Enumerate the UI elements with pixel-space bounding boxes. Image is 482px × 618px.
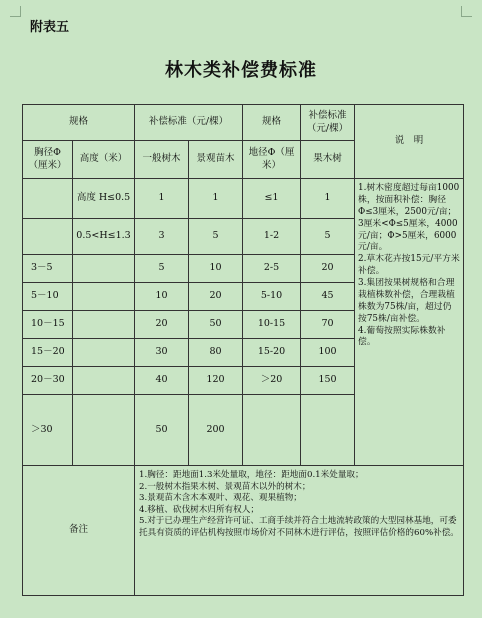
cell-height	[73, 395, 135, 466]
cell-ground-diameter: ≤1	[243, 179, 301, 219]
header-spec: 规格	[23, 105, 135, 141]
cell-ground-diameter	[243, 395, 301, 466]
cell-dbh: ＞30	[23, 395, 73, 466]
notes-cell	[135, 466, 464, 596]
compensation-table	[22, 104, 464, 596]
cell-fruit: 1	[301, 179, 355, 219]
header-compensation: 补偿标准（元/棵）	[135, 105, 243, 141]
header-description: 说 明	[355, 105, 464, 179]
cell-dbh: 3－5	[23, 255, 73, 283]
cell-landscape: 10	[189, 255, 243, 283]
cell-dbh: 15－20	[23, 339, 73, 367]
header-general-tree: 一般树木	[135, 141, 189, 179]
description-item: 4.葡萄按照实际株数补偿。	[358, 325, 446, 348]
cell-fruit: 70	[301, 311, 355, 339]
cell-dbh	[23, 179, 73, 219]
notes-label: 备注	[23, 466, 135, 596]
cell-landscape: 120	[189, 367, 243, 395]
cell-general: 40	[135, 367, 189, 395]
cell-landscape: 200	[189, 395, 243, 466]
page-title: 林木类补偿费标准	[165, 60, 317, 81]
cell-dbh: 20－30	[23, 367, 73, 395]
margin-corner-mark	[10, 6, 21, 17]
header-fruit-tree: 果木树	[301, 141, 355, 179]
cell-dbh: 5－10	[23, 283, 73, 311]
cell-landscape: 5	[189, 219, 243, 255]
cell-general: 10	[135, 283, 189, 311]
note-item: 1.胸径：距地面1.3米处量取，地径：距地面0.1米处量取；	[139, 470, 364, 480]
cell-general: 3	[135, 219, 189, 255]
cell-ground-diameter: ＞20	[243, 367, 301, 395]
cell-height	[73, 367, 135, 395]
cell-height	[73, 339, 135, 367]
note-item: 3.景观苗木含木本观叶、观花、观果植物；	[139, 493, 302, 504]
cell-general: 50	[135, 395, 189, 466]
cell-fruit: 150	[301, 367, 355, 395]
description-item: 3.集团按果树规格和合理栽植株数补偿，合理栽植株数为75株/亩，超过仍按75株/亩补偿。	[358, 278, 455, 324]
header-compensation-2: 补偿标准（元/棵）	[301, 105, 355, 141]
header-spec-2: 规格	[243, 105, 301, 141]
cell-ground-diameter: 1-2	[243, 219, 301, 255]
cell-ground-diameter: 5-10	[243, 283, 301, 311]
note-item: 4.移植、砍伐树木归所有权人；	[139, 504, 259, 515]
note-item: 2.一般树木指果木树、景观苗木以外的树木；	[139, 481, 311, 492]
cell-fruit: 45	[301, 283, 355, 311]
header-height: 高度（米）	[73, 141, 135, 179]
cell-landscape: 80	[189, 339, 243, 367]
cell-ground-diameter: 15-20	[243, 339, 301, 367]
cell-height	[73, 283, 135, 311]
cell-ground-diameter: 10-15	[243, 311, 301, 339]
cell-general: 5	[135, 255, 189, 283]
notes-row	[23, 466, 464, 596]
cell-landscape: 1	[189, 179, 243, 219]
cell-ground-diameter: 2-5	[243, 255, 301, 283]
cell-general: 1	[135, 179, 189, 219]
cell-fruit: 20	[301, 255, 355, 283]
cell-height: 0.5<H≤1.3	[73, 219, 135, 255]
cell-fruit: 100	[301, 339, 355, 367]
cell-fruit: 5	[301, 219, 355, 255]
cell-fruit	[301, 395, 355, 466]
header-landscape: 景观苗木	[189, 141, 243, 179]
cell-height	[73, 311, 135, 339]
appendix-label: 附表五	[30, 20, 70, 35]
description-cell	[355, 179, 464, 466]
header-dbh: 胸径Φ（厘米）	[23, 141, 73, 179]
cell-height	[73, 255, 135, 283]
margin-corner-mark	[461, 6, 472, 17]
cell-height: 高度 H≤0.5	[73, 179, 135, 219]
cell-dbh: 10－15	[23, 311, 73, 339]
header-ground-diameter: 地径Φ（厘米）	[243, 141, 301, 179]
cell-general: 30	[135, 339, 189, 367]
cell-landscape: 20	[189, 283, 243, 311]
cell-landscape: 50	[189, 311, 243, 339]
table-row	[23, 179, 464, 219]
description-item: 1.树木密度超过每亩1000株，按面积补偿：胸径Φ≤3厘米，2500元/亩；3厘米<Φ≤5厘米，4000元/亩；Φ>5厘米，6000元/亩。	[358, 183, 460, 253]
cell-dbh	[23, 219, 73, 255]
cell-general: 20	[135, 311, 189, 339]
note-item: 5.对于已办理生产经营许可证、工商手续并符合土地流转政策的大型园林基地，可委托具有资质的评估机构按照市场价对不同林木进行评估，按照评估价格的60%补偿。	[139, 516, 459, 538]
description-item: 2.草木花卉按15元/平方米补偿。	[358, 254, 460, 277]
